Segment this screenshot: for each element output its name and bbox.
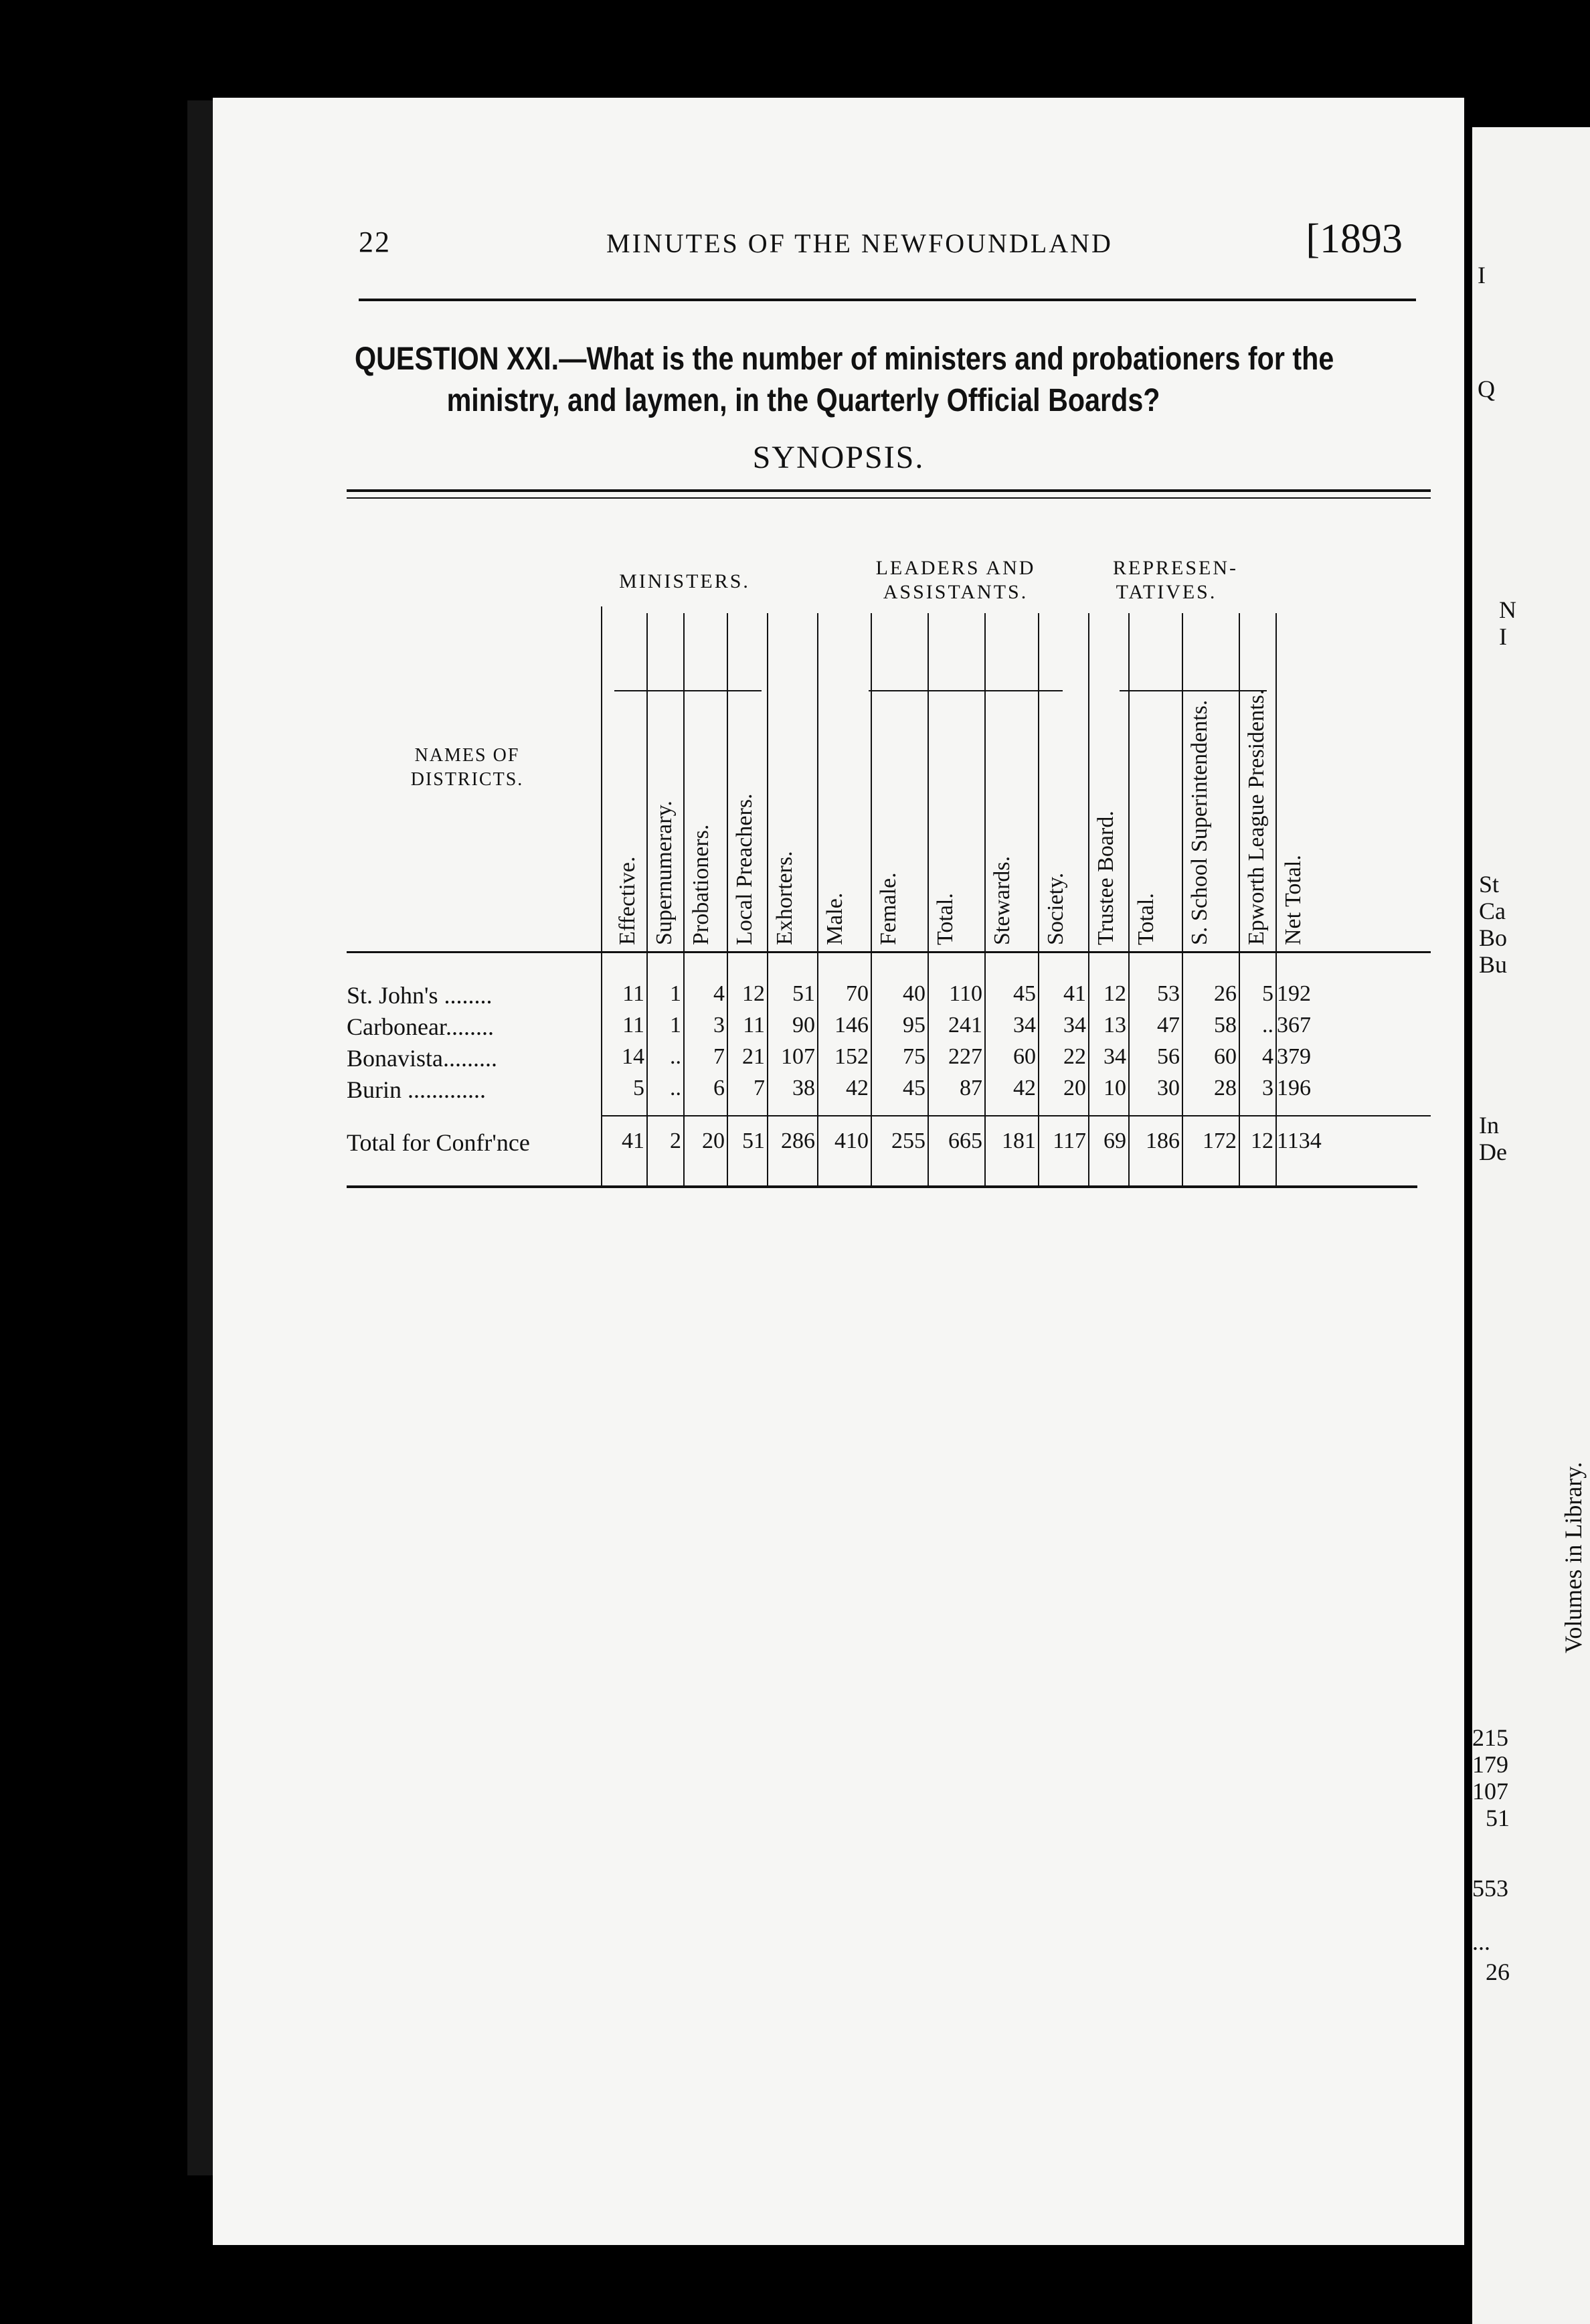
- column-header-13: S. School Superintendents.: [1187, 699, 1212, 945]
- table-cell: ..: [670, 1044, 681, 1069]
- table-cell: 5: [633, 1076, 644, 1100]
- adjacent-page-fragment: ...: [1472, 1928, 1490, 1955]
- table-cell: 410: [834, 1129, 869, 1153]
- adjacent-page-fragment: Q: [1478, 376, 1495, 402]
- table-cell: 51: [742, 1129, 765, 1153]
- table-cell: 45: [1013, 981, 1036, 1006]
- adjacent-page-fragment: Bo: [1479, 924, 1508, 951]
- table-cell: 47: [1157, 1013, 1180, 1038]
- table-cell: 3: [1262, 1076, 1273, 1100]
- adjacent-page-fragment: 51: [1486, 1805, 1510, 1831]
- table-cell: 11: [622, 1013, 644, 1038]
- table-cell: 665: [948, 1129, 982, 1153]
- table-top-rule: [347, 489, 1431, 492]
- table-cell: 60: [1013, 1044, 1036, 1069]
- table-cell: 196: [1277, 1076, 1311, 1100]
- synopsis-table: [347, 489, 1431, 1199]
- table-cell: 7: [754, 1076, 765, 1100]
- page-number: 22: [359, 226, 391, 258]
- table-cell: 58: [1214, 1013, 1237, 1038]
- table-cell: 95: [903, 1013, 925, 1038]
- district-name: St. John's ........: [347, 982, 493, 1009]
- column-header-15: Net Total.: [1281, 855, 1306, 945]
- column-header-2: Supernumerary.: [652, 801, 677, 945]
- column-divider: [601, 606, 602, 1185]
- adjacent-page-fragment: 215: [1472, 1724, 1508, 1751]
- group-ministers: MINISTERS.: [619, 570, 750, 592]
- district-name: Carbonear........: [347, 1013, 494, 1040]
- table-cell: ..: [670, 1076, 681, 1100]
- adjacent-page-fragment: N: [1499, 596, 1516, 623]
- table-cell: 4: [713, 981, 725, 1006]
- table-cell: 1: [670, 981, 681, 1006]
- table-cell: 1134: [1277, 1129, 1322, 1153]
- table-cell: 4: [1262, 1044, 1273, 1069]
- adjacent-page-fragment: St: [1479, 871, 1500, 898]
- table-cell: 42: [846, 1076, 869, 1100]
- column-header-7: Female.: [876, 872, 901, 945]
- adjacent-page-fragment: De: [1479, 1139, 1507, 1165]
- adjacent-page-fragment: Bu: [1479, 951, 1508, 978]
- table-cell: 12: [1103, 981, 1126, 1006]
- group-leaders-assistants: LEADERS AND ASSISTANTS.: [875, 557, 1036, 603]
- column-header-1: Effective.: [615, 856, 640, 945]
- table-cell: 227: [948, 1044, 982, 1069]
- table-cell: 42: [1013, 1076, 1036, 1100]
- column-header-10: Society.: [1043, 872, 1068, 945]
- column-header-12: Total.: [1134, 893, 1158, 945]
- table-cell: 11: [622, 981, 644, 1006]
- column-header-6: Male.: [822, 892, 847, 945]
- table-cell: 40: [903, 981, 925, 1006]
- table-cell: 181: [1002, 1129, 1036, 1153]
- adjacent-page-fragment: 553: [1472, 1875, 1508, 1902]
- ministers-underline: [614, 690, 762, 691]
- adjacent-page-edge: [1472, 127, 1590, 2324]
- table-cell: 367: [1277, 1013, 1311, 1038]
- synopsis-title: SYNOPSIS.: [752, 440, 925, 475]
- table-cell: 56: [1157, 1044, 1180, 1069]
- header-bottom-rule: [347, 951, 1431, 953]
- table-cell: 34: [1103, 1044, 1126, 1069]
- column-header-9: Stewards.: [990, 855, 1014, 945]
- table-cell: 379: [1277, 1044, 1311, 1069]
- table-cell: 1: [670, 1013, 681, 1038]
- column-header-11: Trustee Board.: [1093, 811, 1118, 945]
- table-cell: 41: [622, 1129, 644, 1153]
- running-header: [359, 216, 1403, 285]
- running-title: MINUTES OF THE NEWFOUNDLAND: [606, 228, 1113, 258]
- adjacent-page-fragment: In: [1479, 1112, 1499, 1139]
- table-cell: 3: [713, 1013, 725, 1038]
- column-header-14: Epworth League Presidents.: [1244, 689, 1269, 945]
- table-cell: 87: [960, 1076, 982, 1100]
- table-cell: 107: [781, 1044, 815, 1069]
- table-cell: 255: [891, 1129, 925, 1153]
- table-cell: 75: [903, 1044, 925, 1069]
- table-cell: 241: [948, 1013, 982, 1038]
- table-cell: 22: [1063, 1044, 1086, 1069]
- group-representatives: REPRESEN- TATIVES.: [1113, 557, 1239, 603]
- table-cell: 34: [1013, 1013, 1036, 1038]
- table-cell: 6: [713, 1076, 725, 1100]
- table-cell: 53: [1157, 981, 1180, 1006]
- table-cell: 5: [1262, 981, 1273, 1006]
- column-header-8: Total.: [933, 893, 958, 945]
- table-cell: 45: [903, 1076, 925, 1100]
- adjacent-page-fragment: 26: [1486, 1959, 1510, 1985]
- table-bottom-rule: [347, 1185, 1417, 1188]
- table-cell: 28: [1214, 1076, 1237, 1100]
- column-header-5: Exhorters.: [772, 851, 797, 945]
- adjacent-page-fragment: I: [1478, 262, 1486, 288]
- book-binding: [187, 100, 214, 2175]
- adjacent-page-fragment: Volumes in Library.: [1560, 1462, 1587, 1653]
- table-cell: 152: [834, 1044, 869, 1069]
- column-header-4: Local Preachers.: [732, 793, 757, 945]
- table-cell: 38: [792, 1076, 815, 1100]
- question-text: [355, 339, 1419, 422]
- table-cell: 13: [1103, 1013, 1126, 1038]
- table-cell: 90: [792, 1013, 815, 1038]
- leaders-underline: [869, 690, 1063, 691]
- table-cell: 192: [1277, 981, 1311, 1006]
- table-cell: 146: [834, 1013, 869, 1038]
- table-cell: 12: [742, 981, 765, 1006]
- table-cell: 41: [1063, 981, 1086, 1006]
- column-header-3: Probationers.: [689, 824, 713, 945]
- table-cell: 34: [1063, 1013, 1086, 1038]
- adjacent-page-fragment: Ca: [1479, 898, 1506, 924]
- table-cell: 2: [670, 1129, 681, 1153]
- table-cell: 20: [1063, 1076, 1086, 1100]
- table-cell: 7: [713, 1044, 725, 1069]
- question-line-1: QUESTION XXI.—What is the number of ministers and probationers for the: [355, 341, 1334, 377]
- adjacent-page-fragment: 107: [1472, 1778, 1508, 1805]
- table-cell: 69: [1103, 1129, 1126, 1153]
- running-year: [1893: [1306, 216, 1403, 262]
- names-of-districts-header: NAMES OF DISTRICTS.: [410, 745, 524, 790]
- table-cell: 14: [622, 1044, 644, 1069]
- table-cell: 20: [702, 1129, 725, 1153]
- table-cell: 26: [1214, 981, 1237, 1006]
- district-name: Total for Confr'nce: [347, 1129, 530, 1156]
- table-cell: 60: [1214, 1044, 1237, 1069]
- table-cell: 186: [1146, 1129, 1180, 1153]
- table-cell: 21: [742, 1044, 765, 1069]
- district-name: Burin .............: [347, 1076, 487, 1103]
- book-page: [213, 98, 1464, 2245]
- total-top-rule: [601, 1115, 1431, 1116]
- table-cell: 286: [781, 1129, 815, 1153]
- table-top-rule-2: [347, 497, 1431, 499]
- table-cell: 70: [846, 981, 869, 1006]
- table-cell: 117: [1053, 1129, 1086, 1153]
- table-cell: 51: [792, 981, 815, 1006]
- table-cell: 172: [1203, 1129, 1237, 1153]
- table-cell: 11: [743, 1013, 765, 1038]
- table-cell: 12: [1251, 1129, 1273, 1153]
- table-cell: 10: [1103, 1076, 1126, 1100]
- question-line-2: ministry, and laymen, in the Quarterly Official Boards?: [446, 383, 1160, 418]
- adjacent-page-fragment: 179: [1472, 1751, 1508, 1778]
- table-cell: 30: [1157, 1076, 1180, 1100]
- header-rule: [359, 299, 1416, 301]
- table-cell: 110: [949, 981, 982, 1006]
- table-cell: ..: [1262, 1013, 1273, 1038]
- district-name: Bonavista.........: [347, 1045, 497, 1072]
- adjacent-page-fragment: I: [1499, 623, 1507, 650]
